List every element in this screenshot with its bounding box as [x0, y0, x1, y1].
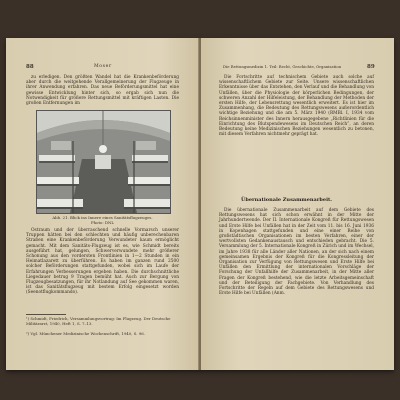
left-paragraph-1: zu erledigen. Den größten Wandel hat die Krankenbeförderung aber durch die weitgehende Verallgemeinerung der Flugzeuge in ihrer Anwendung erfahren. Das neue Beförderungsmittel hat eine gewisse Entwicklung hinter sich, so ergab sich nun die Notwendigkeit für größere Rettungsmittel mit kräftigen Lasten. Die großen Entfernungen im — [26, 75, 179, 107]
page-number-right: 89 — [367, 64, 375, 70]
footnote-2: ²) Vgl. Münchener Medizinische Wochenschrift, 1940, S. 96. — [26, 331, 145, 336]
footnote-1: ¹) Schmidt, Friedrich, Versammlungsvortrag: Im Flugzeug. Der Deutsche Militärarzt, 1940, Heft 1, S. 7–13. — [26, 316, 171, 326]
figure-caption: Abb. 21. Blick ins Innere eines Sanitätsflugzeuges. Photo: DNL — [52, 215, 153, 225]
left-page — [6, 38, 199, 370]
right-paragraph-1: Die Fortschritte auf technischem Gebiete auch solche auf wissenschaftlichem Gebiete zur Seite. Unsere wissenschaftlichen Erkenntnisse über das Entstehen, den Verlauf und die Behandlung von Unfällen, über die Physiologie der körperlichen Bedingungen, der schweren Anzahl der Hilfeleistung, der Behandlung der Methoden der ersten Hilfe, der Lebensrettung wesentlich erweitert. Es ist hier im Zusammenhang, die Bedeutung des Rettungswesens außerordentlich wichtige Beziehung und die am 5. März 1940 (RMBl. I, 1934 vom Reichsinnenminister des Innern herausgegebene „Richtlinien für die Einrichtung des Blutspendewesens im Deutschen Reich“, an deren Bedeutung keine Medizinischen Beziehungen wesentlich zu betonen, mit diesem Verfahren nichtmehr geprägt hat. — [219, 75, 374, 138]
book-spread — [6, 38, 394, 370]
right-page — [201, 38, 394, 370]
left-paragraph-2: Ostraum und der überraschend schnelle Vormarsch unserer Truppen hätten bei den schlechten und häufig unberechenbaren Straßen eine Krankenbeförderung Verwundeter kaum ermöglicht gemacht. Mit dem Sanitäts-Flugzeug ist es, wie Schmidt bereits ausgeführt hat, gelungen, Schwerverwundete mehr größerer Schonung aus den vordersten Frontlinien in 1—2 Stunden in ein Heimatlazarett zu überführen. Es haben im ganzen rund 2500 solcher Beförderungen stattgefunden, wobei sich im Laufe der Erfahrungen Verbesserungen ergeben haben. Die durchschnittliche Liegedauer betrug 9 Tragen bemüht hat. Auch zur Bergung von Flugzeugbesatzungen, für ihr Notlandung auf See gekommen waren, ist das Sanitätsflugzeug mit bestem Erfolg eingesetzt worden (Seenotflugkommando). — [26, 228, 179, 296]
section-heading: Übernationale Zusammenarbeit. — [241, 197, 333, 203]
page-number-left: 88 — [26, 64, 34, 70]
cabin-photo-illustration — [37, 111, 170, 213]
footnote-rule — [26, 314, 66, 315]
right-paragraph-2: Die übernationale Zusammenarbeit auf dem Gebiete des Rettungswesens hat sich schon erwähnt in der Mitte der Jahrhundertwende. Der II. Internationale Kongreß für Rettungswesen und Erste Hilfe bei Unfällen hat in der Zeit vom 11. bis 16. Juni 1936 in Kopenhagen stattgefunden und eine einer Reihe von großstädtischen Organisationen im besten Verfahren, einer der wertvollsten Gedankenaustausch und entschieden gebracht. Die 5. Versammlung der 5. Internationale Kongreß in Zürich und im Wechsel, im Jahre 1938 für alle Länder aller Nationen, an der sich nach einem gemeinsamen Ergebnis der Kongreß für die Kongressleitung der Organisation zur Verfügung von Rettungswesen und Erste Hilfe bei Unfällen den Ermittlung der internationalen Vorschläge der Forschung der Unfallhilfe der Zusammenarbeit, in der Mitte aller Fragen der Kongreß bestehend, wie die letzte Arbeitsgemeinschaft und der Beteiligung der Fachgebiete. Von Verhandlung des Fortschritte der Regeln auf dem Gebiete des Rettungswesens und Erste Hilfe bei Unfällen (Anm. — [219, 208, 374, 297]
running-head-right: Die Rettungsmedizin 1. Teil: Recht, Geschichte, Organisation — [223, 64, 342, 69]
aircraft-cabin-photo — [36, 110, 171, 214]
running-head-left: Moser — [94, 64, 112, 69]
